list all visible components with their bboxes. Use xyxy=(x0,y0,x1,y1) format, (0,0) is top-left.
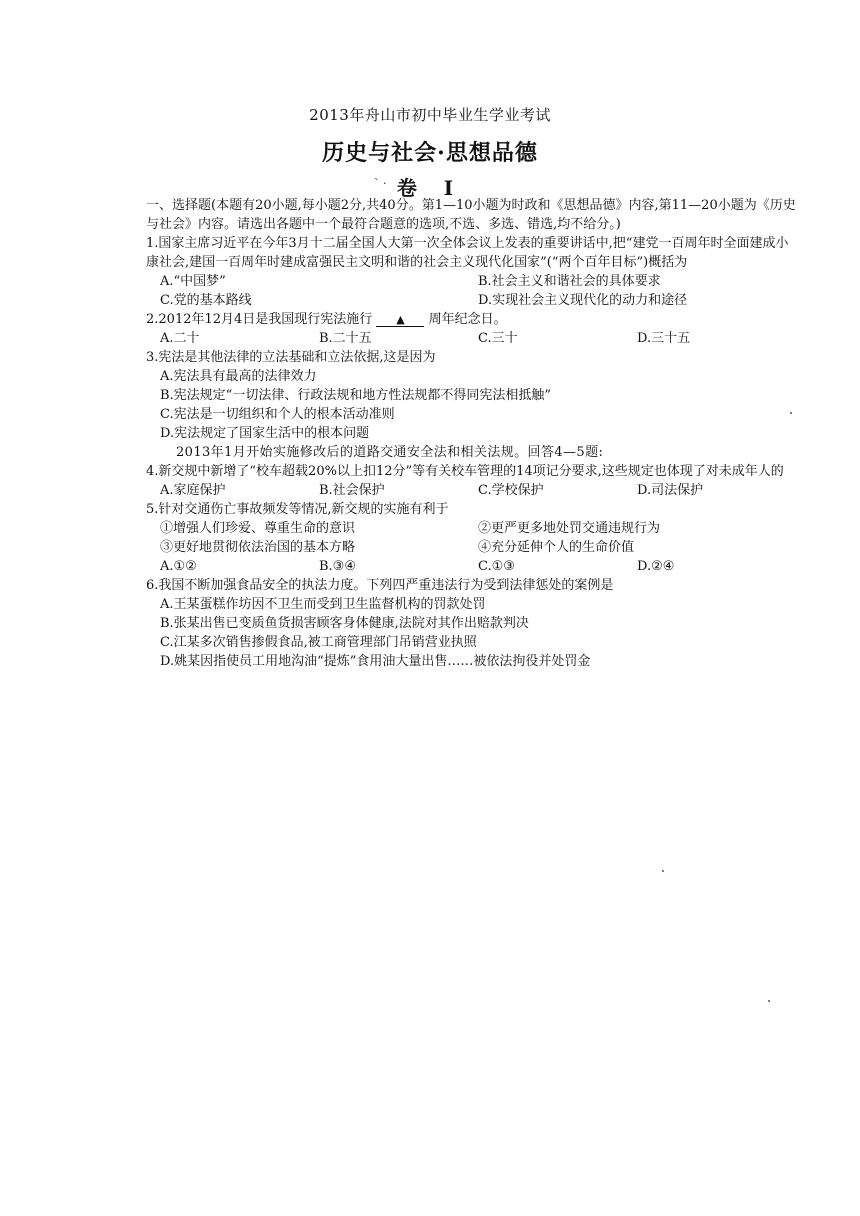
question-1-options-row-1 xyxy=(146,272,796,291)
question-5-stem: 5.针对交通伤亡事故频发等情况,新交规的实施有利于 xyxy=(146,502,449,517)
question-1-options-row-2 xyxy=(146,291,796,310)
question-6-option-d: D.姚某因指使员工用地沟油“提炼”食用油大量出售……被依法拘役并处罚金 xyxy=(160,654,591,669)
question-2-option-b: B.二十五 xyxy=(319,331,372,346)
scan-noise-dot xyxy=(662,870,664,872)
volume-label: 卷 Ⅰ xyxy=(396,176,464,200)
question-section xyxy=(146,196,796,671)
question-6-option-b: B.张某出售已变质鱼货损害顾客身体健康,法院对其作出赔款判决 xyxy=(160,616,529,631)
question-4-option-b: B.社会保护 xyxy=(319,483,385,498)
scan-noise-dot xyxy=(790,412,792,414)
question-2-stem-before: 2.2012年12月4日是我国现行宪法施行 xyxy=(146,312,373,327)
question-6-option-c: C.江某多次销售掺假食品,被工商管理部门吊销营业执照 xyxy=(160,635,477,650)
question-5-option-b: B.③④ xyxy=(319,559,356,574)
question-6-option-a: A.王某蛋糕作坊因不卫生而受到卫生监督机构的罚款处罚 xyxy=(160,597,486,612)
question-1-option-b: B.社会主义和谐社会的具体要求 xyxy=(478,274,661,289)
question-3-option-d: D.宪法规定了国家生活中的根本问题 xyxy=(160,426,370,441)
question-2-stem-after: 周年纪念日。 xyxy=(428,312,507,327)
question-5-items-row-2 xyxy=(146,538,796,557)
question-4-option-d: D.司法保护 xyxy=(637,483,704,498)
question-3-stem: 3.宪法是其他法律的立法基础和立法依据,这是因为 xyxy=(146,350,436,365)
question-4-stem: 4.新交规中新增了“校车超载20%以上扣12分”等有关校车管理的14项记分要求,这些规定也体现了对未成年人的 xyxy=(146,464,784,479)
question-1-option-c: C.党的基本路线 xyxy=(160,293,252,308)
question-2-option-a: A.二十 xyxy=(160,331,200,346)
question-5-item-4: ④充分延伸个人的生命价值 xyxy=(478,540,635,555)
scenario-text: 2013年1月开始实施修改后的道路交通安全法和相关法规。回答4—5题: xyxy=(176,445,604,460)
question-1-stem: 1.国家主席习近平在今年3月十二届全国人大第一次全体会议上发表的重要讲话中,把“建党一百周年时全面建成小康社会,建国一百周年时建成富强民主文明和谐的社会主义现代化国家”(“两个百年目标”)概括为 xyxy=(146,236,789,270)
question-5-option-a: A.①② xyxy=(160,559,197,574)
question-5-option-c: C.①③ xyxy=(478,559,515,574)
question-2-option-c: C.三十 xyxy=(478,331,518,346)
question-3-option-b: B.宪法规定“一切法律、行政法规和地方性法规都不得同宪法相抵触” xyxy=(160,388,551,403)
question-5-options xyxy=(146,557,796,576)
scan-noise-dot xyxy=(768,1000,770,1002)
question-5-item-3: ③更好地贯彻依法治国的基本方略 xyxy=(160,540,356,555)
answer-blank: ▲ xyxy=(376,313,424,327)
exam-title: 2013年舟山市初中毕业生学业考试 xyxy=(309,106,551,124)
question-4-option-a: A.家庭保护 xyxy=(160,483,226,498)
question-2-stem xyxy=(146,310,796,329)
question-5-item-1: ①增强人们珍爱、尊重生命的意识 xyxy=(160,521,356,536)
question-5-option-d: D.②④ xyxy=(637,559,675,574)
subject-title: 历史与社会·思想品德 xyxy=(322,140,538,166)
question-4-option-c: C.学校保护 xyxy=(478,483,544,498)
scan-specks: ` · xyxy=(374,177,387,190)
question-5-items-row-1 xyxy=(146,519,796,538)
section-instructions: 一、选择题(本题有20小题,每小题2分,共40分。第1—10小题为时政和《思想品德》内容,第11—20小题为《历史与社会》内容。请选出各题中一个最符合题意的选项,不选、多选、错选,均不给分。) xyxy=(146,198,796,232)
question-2-option-d: D.三十五 xyxy=(637,331,691,346)
question-3-option-a: A.宪法具有最高的法律效力 xyxy=(160,369,317,384)
question-5-item-2: ②更严更多地处罚交通违规行为 xyxy=(478,521,661,536)
question-2-options xyxy=(146,329,796,348)
question-6-stem: 6.我国不断加强食品安全的执法力度。下列四严重违法行为受到法律惩处的案例是 xyxy=(146,578,614,593)
question-3-option-c: C.宪法是一切组织和个人的根本活动准则 xyxy=(160,407,395,422)
question-1-option-a: A.“中国梦” xyxy=(160,274,226,289)
question-1-option-d: D.实现社会主义现代化的动力和途径 xyxy=(478,293,688,308)
question-4-options xyxy=(146,481,796,500)
